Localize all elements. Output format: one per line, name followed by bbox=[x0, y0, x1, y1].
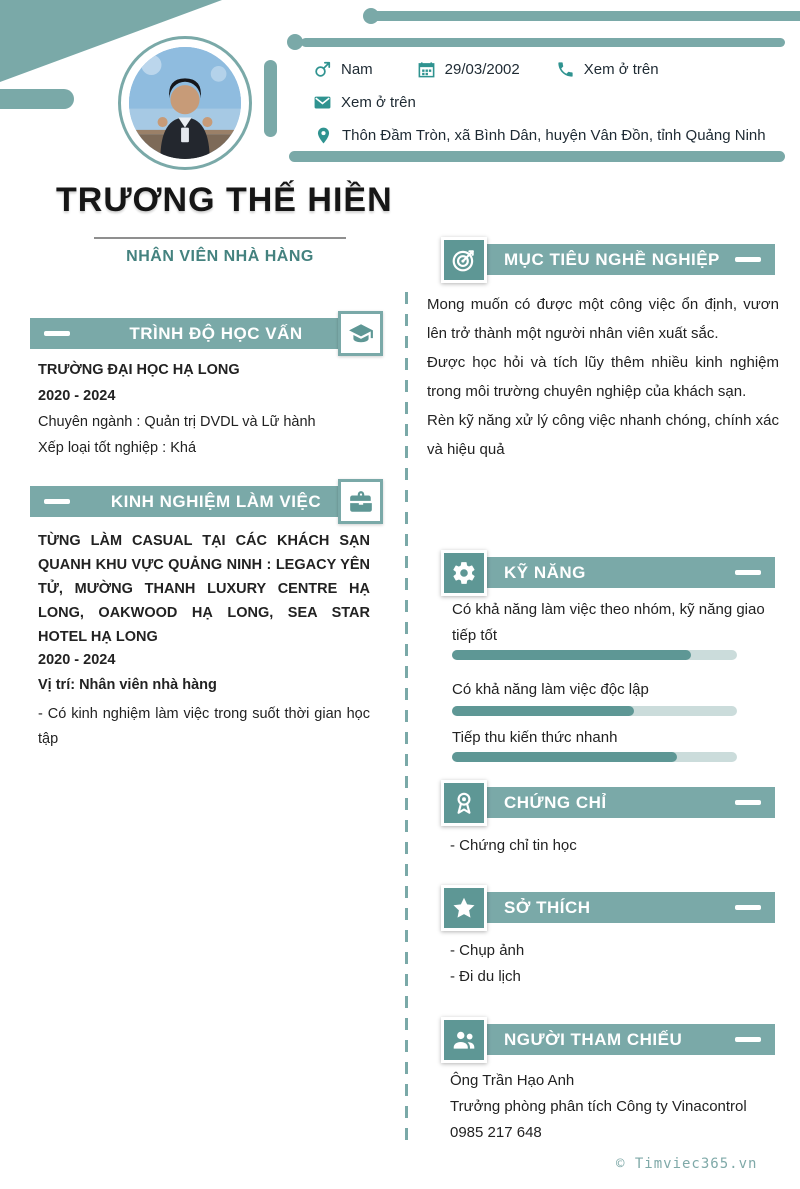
objective-text bbox=[427, 290, 779, 464]
location-icon bbox=[314, 126, 333, 145]
section-header-experience bbox=[30, 486, 362, 517]
gender-icon bbox=[313, 60, 332, 79]
top-bar-decoration bbox=[372, 11, 800, 21]
section-title-skills: KỸ NĂNG bbox=[504, 562, 586, 582]
dob-value: 29/03/2002 bbox=[444, 61, 520, 78]
experience-years: 2020 - 2024 bbox=[38, 652, 116, 668]
section-title-education: TRÌNH ĐỘ HỌC VẤN bbox=[129, 323, 303, 343]
education-block bbox=[38, 362, 368, 466]
star-icon bbox=[441, 885, 487, 931]
skill-bar-fill bbox=[452, 650, 691, 660]
skill-label: Có khả năng làm việc theo nhóm, kỹ năng giao tiếp tốt bbox=[452, 601, 765, 644]
phone-icon bbox=[556, 60, 575, 79]
section-header-objective bbox=[470, 244, 775, 275]
left-pill-decoration bbox=[0, 89, 74, 109]
info-left-bar-decoration bbox=[264, 60, 277, 137]
phone-value: Xem ở trên bbox=[583, 61, 659, 78]
section-title-certificates: CHỨNG CHỈ bbox=[504, 792, 607, 812]
info-bottom-bar-decoration bbox=[289, 151, 785, 162]
contact-row-2 bbox=[313, 93, 416, 112]
header-dash bbox=[735, 1037, 761, 1042]
profile-photo-image bbox=[129, 47, 241, 159]
dashed-column-divider bbox=[405, 292, 408, 1144]
skill-bar bbox=[452, 706, 737, 716]
skill-bar bbox=[452, 752, 737, 762]
skill-bar-fill bbox=[452, 706, 634, 716]
reference-phone: 0985 217 648 bbox=[450, 1124, 542, 1141]
experience-role: Vị trí: Nhân viên nhà hàng bbox=[38, 677, 217, 693]
education-grade: Xếp loại tốt nghiệp : Khá bbox=[38, 440, 197, 456]
candidate-position: NHÂN VIÊN NHÀ HÀNG bbox=[126, 248, 314, 265]
info-top-bar-decoration bbox=[301, 38, 785, 47]
people-icon bbox=[441, 1017, 487, 1063]
education-school: TRƯỜNG ĐẠI HỌC HẠ LONG bbox=[38, 362, 240, 378]
reference-name: Ông Trần Hạo Anh bbox=[450, 1072, 575, 1089]
section-title-experience: KINH NGHIỆM LÀM VIỆC bbox=[110, 491, 322, 511]
gear-icon bbox=[441, 550, 487, 596]
section-header-education bbox=[30, 318, 362, 349]
section-header-references bbox=[470, 1024, 775, 1055]
skill-bar bbox=[452, 650, 737, 660]
contact-row-3 bbox=[314, 126, 766, 145]
objective-paragraph: Rèn kỹ năng xử lý công việc nhanh chóng, chính xác và hiệu quả bbox=[427, 412, 779, 458]
education-major: Chuyên ngành : Quản trị DVDL và Lữ hành bbox=[38, 414, 316, 430]
graduation-cap-icon bbox=[338, 311, 383, 356]
profile-photo bbox=[118, 36, 252, 170]
hobby-item: - Chụp ảnh bbox=[450, 942, 525, 959]
header-dash bbox=[735, 905, 761, 910]
skill-bar-fill bbox=[452, 752, 677, 762]
header-dash bbox=[735, 257, 761, 262]
hobby-item: - Đi du lịch bbox=[450, 968, 521, 985]
section-title-references: NGƯỜI THAM CHIẾU bbox=[504, 1029, 683, 1049]
experience-block bbox=[38, 529, 370, 752]
experience-summary: TỪNG LÀM CASUAL TẠI CÁC KHÁCH SẠN QUANH KHU VỰC QUẢNG NINH : LEGACY YÊN TỬ, MƯỜNG THANH LUXURY CENTRE HẠ LONG, OAKWOOD HẠ LONG, SEA STAR HOTEL HẠ LONG bbox=[38, 533, 370, 645]
target-icon bbox=[441, 237, 487, 283]
calendar-icon bbox=[417, 60, 436, 79]
header-dash bbox=[735, 800, 761, 805]
section-header-certificates bbox=[470, 787, 775, 818]
contact-row-1 bbox=[313, 60, 659, 79]
briefcase-icon bbox=[338, 479, 383, 524]
section-header-hobbies bbox=[470, 892, 775, 923]
header-dash bbox=[44, 331, 70, 336]
section-header-skills bbox=[470, 557, 775, 588]
name-divider bbox=[94, 237, 346, 239]
medal-icon bbox=[441, 780, 487, 826]
skill-label: Có khả năng làm việc độc lập bbox=[452, 681, 649, 698]
section-title-objective: MỤC TIÊU NGHỀ NGHIỆP bbox=[504, 249, 720, 269]
header-dash bbox=[735, 570, 761, 575]
skill-label: Tiếp thu kiến thức nhanh bbox=[452, 729, 618, 746]
header-dash bbox=[44, 499, 70, 504]
address-value: Thôn Đầm Tròn, xã Bình Dân, huyện Vân Đồn, tỉnh Quảng Ninh bbox=[342, 127, 766, 144]
objective-paragraph: Mong muốn có được một công việc ổn định, vươn lên trở thành một người nhân viên xuất sắc. bbox=[427, 296, 779, 342]
watermark: © Timviec365.vn bbox=[616, 1156, 758, 1172]
certificate-item: - Chứng chỉ tin học bbox=[450, 837, 577, 854]
section-title-hobbies: SỞ THÍCH bbox=[504, 897, 591, 917]
reference-role: Trưởng phòng phân tích Công ty Vinacontrol bbox=[450, 1098, 747, 1115]
education-years: 2020 - 2024 bbox=[38, 388, 116, 404]
candidate-name: TRƯƠNG THẾ HIỀN bbox=[56, 181, 393, 219]
email-value: Xem ở trên bbox=[341, 94, 416, 111]
gender-value: Nam bbox=[341, 61, 373, 78]
mail-icon bbox=[313, 93, 332, 112]
objective-paragraph: Được học hỏi và tích lũy thêm nhiều kinh nghiệm trong môi trường chuyên nghiệp của khách sạn. bbox=[427, 354, 779, 400]
experience-note: - Có kinh nghiệm làm việc trong suốt thời gian học tập bbox=[38, 706, 370, 747]
